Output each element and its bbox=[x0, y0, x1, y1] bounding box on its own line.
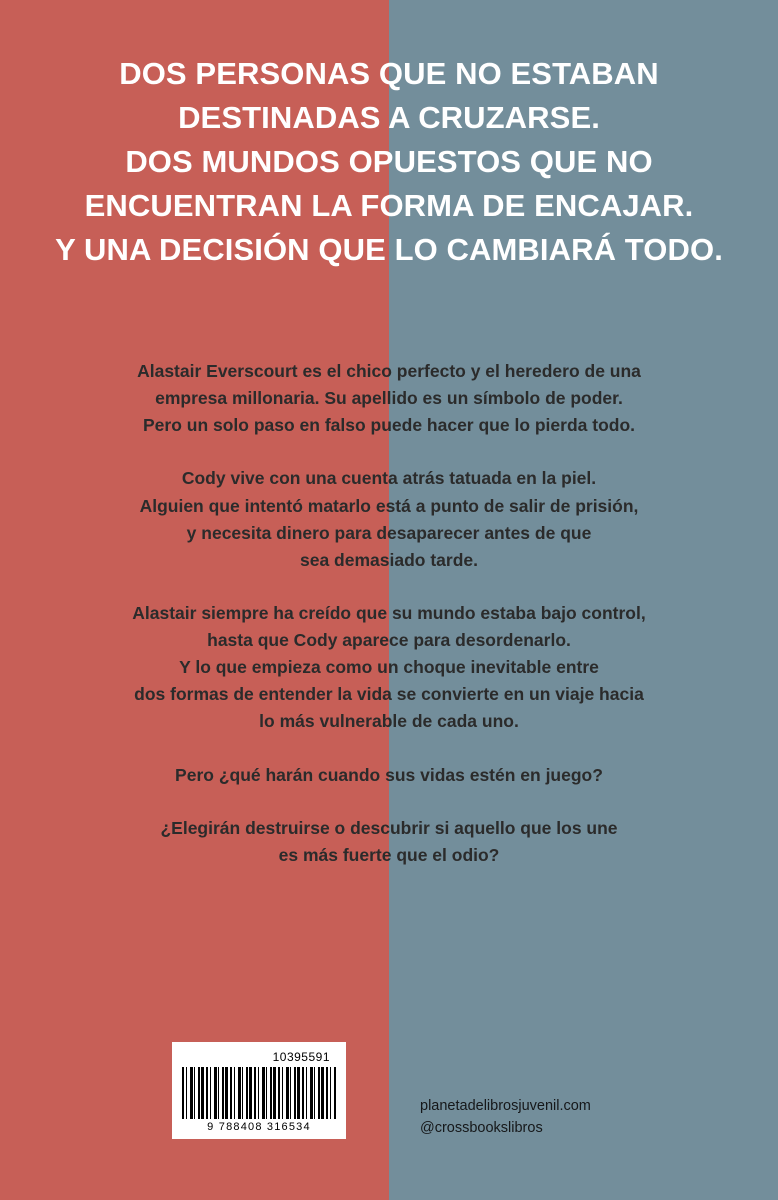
blurb-line: Pero un solo paso en falso puede hacer que lo pierda todo. bbox=[142, 415, 636, 436]
blurb-line: Alguien que intentó matarlo está a punto de salir de prisión, bbox=[139, 495, 639, 516]
blurb-line: ¿Elegirán destruirse o descubrir si aquello que los une bbox=[160, 817, 618, 838]
barcode-bars-icon bbox=[182, 1067, 336, 1119]
headline-block bbox=[40, 52, 738, 272]
headline-line: ENCUENTRAN LA FORMA DE ENCAJAR. bbox=[84, 188, 694, 224]
blurb-line: Alastair siempre ha creído que su mundo estaba bajo control, bbox=[132, 602, 646, 623]
isbn-number: 9 788408 316534 bbox=[207, 1121, 311, 1133]
blurb-paragraph bbox=[60, 815, 718, 869]
blurb-line: hasta que Cody aparece para desordenarlo. bbox=[207, 630, 571, 650]
headline-line: DOS MUNDOS OPUESTOS QUE NO bbox=[125, 144, 653, 180]
blurb-block bbox=[60, 358, 718, 869]
blurb-paragraph bbox=[60, 762, 718, 789]
blurb-line: dos formas de entender la vida se convierte en un viaje hacia bbox=[134, 684, 644, 705]
publisher-web-info bbox=[420, 1096, 591, 1140]
headline-line: DESTINADAS A CRUZARSE. bbox=[178, 100, 600, 136]
blurb-paragraph bbox=[60, 600, 718, 736]
blurb-line: lo más vulnerable de cada uno. bbox=[259, 711, 519, 732]
headline-line: DOS PERSONAS QUE NO ESTABAN bbox=[119, 56, 659, 91]
blurb-paragraph bbox=[60, 358, 718, 439]
blurb-line: sea demasiado tarde. bbox=[300, 549, 478, 570]
blurb-line: Pero ¿qué harán cuando sus vidas estén en juego? bbox=[175, 764, 603, 785]
headline-line: Y UNA DECISIÓN QUE LO CAMBIARÁ TODO. bbox=[55, 232, 723, 268]
website-url: planetadelibrosjuvenil.com bbox=[420, 1098, 591, 1114]
social-handle: @crossbookslibros bbox=[420, 1119, 543, 1136]
blurb-line: Y lo que empieza como un choque inevitable entre bbox=[179, 657, 599, 678]
barcode-block bbox=[172, 1042, 346, 1139]
blurb-line: es más fuerte que el odio? bbox=[278, 844, 500, 865]
blurb-line: Cody vive con una cuenta atrás tatuada en la piel. bbox=[181, 468, 597, 489]
blurb-line: Alastair Everscourt es el chico perfecto y el heredero de una bbox=[137, 361, 641, 381]
blurb-paragraph bbox=[60, 465, 718, 574]
blurb-line: empresa millonaria. Su apellido es un símbolo de poder. bbox=[155, 388, 623, 409]
internal-code: 10395591 bbox=[272, 1050, 330, 1064]
blurb-line: y necesita dinero para desaparecer antes de que bbox=[186, 522, 592, 543]
